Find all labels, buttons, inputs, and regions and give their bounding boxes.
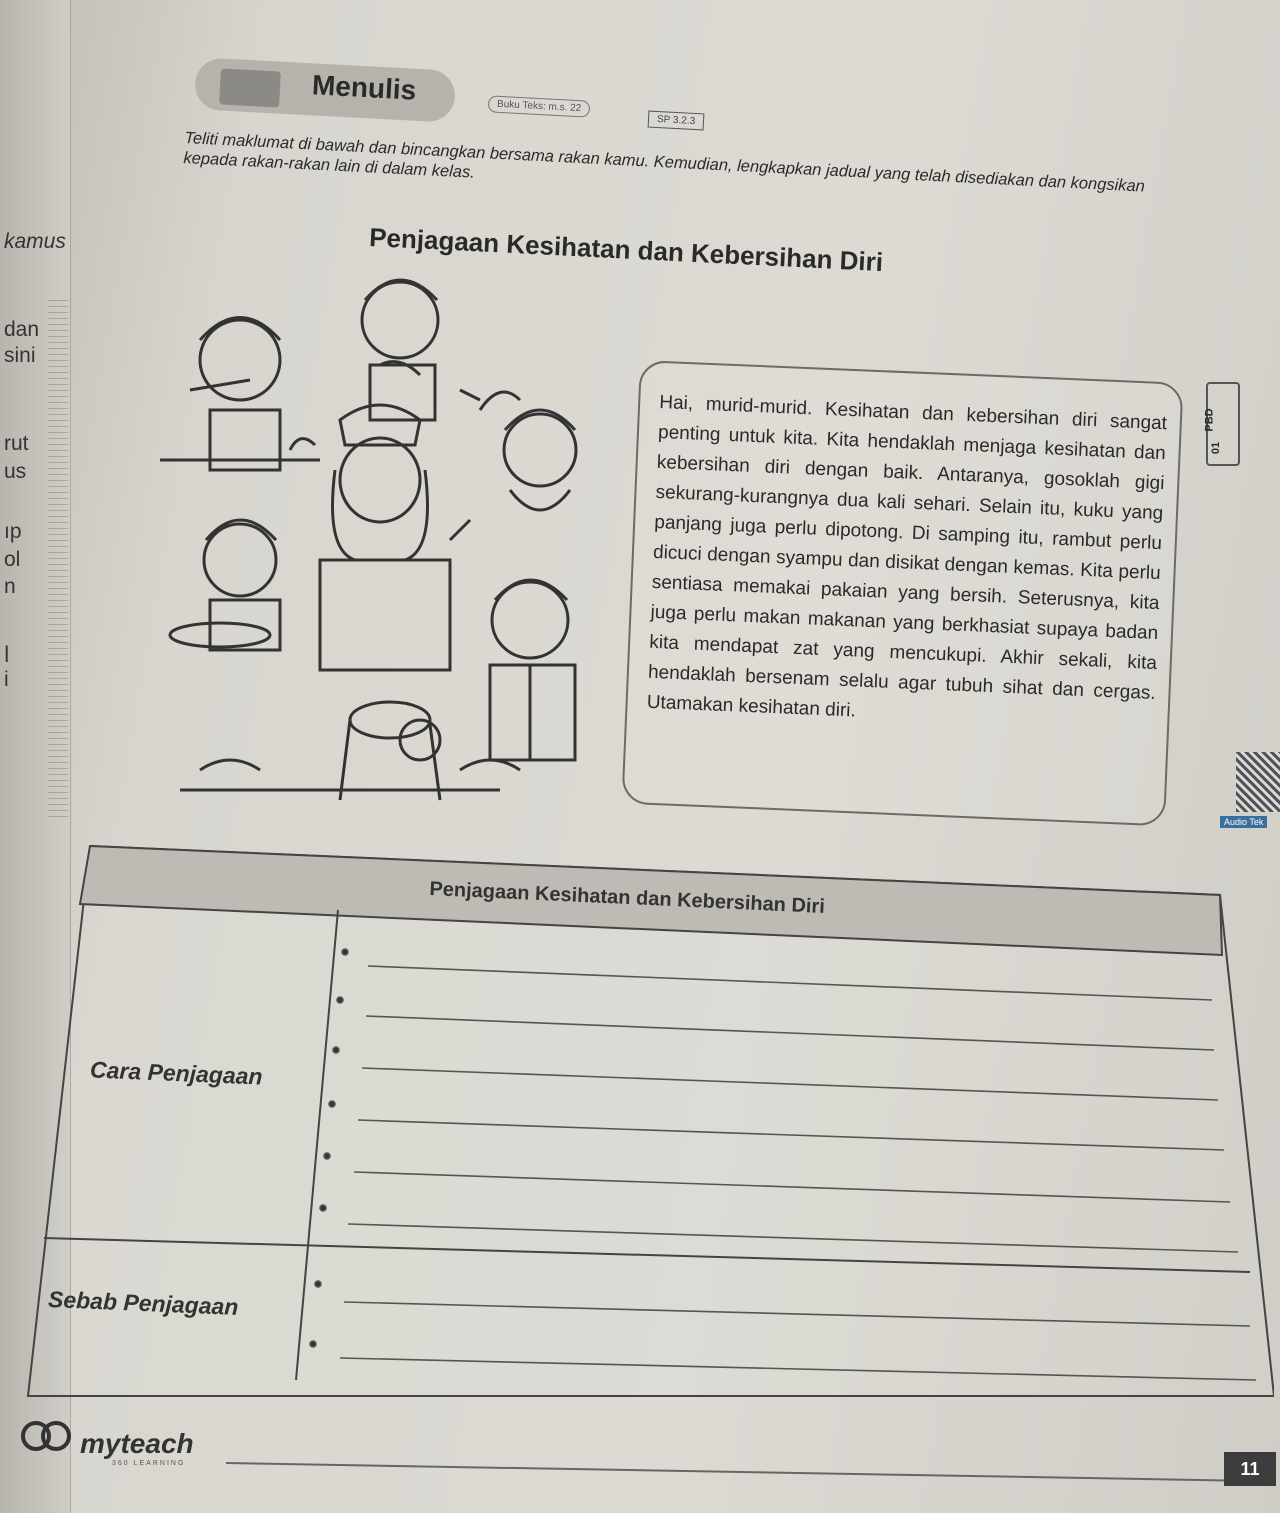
- prev-page-word: ıp: [4, 520, 22, 543]
- binding-lines: [48, 300, 68, 820]
- passage-title: Penjagaan Kesihatan dan Kebersihan Diri: [368, 222, 884, 278]
- row-label-cara-penjagaan: Cara Penjagaan: [89, 1056, 264, 1090]
- qr-code-icon[interactable]: [1236, 752, 1280, 812]
- textbook-reference-badge: Buku Teks: m.s. 22: [488, 95, 591, 117]
- pbd-number: 01: [1210, 441, 1223, 455]
- prev-page-word: ן: [4, 640, 10, 663]
- boy-cutting-nails-drawing: [362, 280, 438, 420]
- speech-bubble-text: Hai, murid-murid. Kesihatan dan kebersihan diri sangat penting untuk kita. Kita hendaklah menjaga kesihatan dan kebersihan diri dengan baik. Antaranya, gosoklah gigi sekurang-kurangnya dua kali sehari. Selain itu, kuku yang panjang juga perlu dipotong. Di samping itu, rambut perlu dicuci dengan syampu dan disikat dengan kemas. Kita perlu sentiasa memakai pakaian yang bersih. Seterusnya, kita juga perlu makan makanan yang berkhasiat supaya badan kita mendapat zat yang mencukupi. Akhir sekali, kita hendaklah bersenam selalu agar tubuh sihat dan cergas. Utamakan kesihatan diri.: [646, 391, 1168, 722]
- prev-page-word: ol: [4, 548, 21, 571]
- boy-brushing-teeth-drawing: [160, 318, 320, 471]
- myteach-logo-icon: [20, 1418, 72, 1454]
- brand-subtitle: 360 LEARNING: [112, 1460, 186, 1467]
- nurse-drawing: [320, 405, 470, 670]
- pbd-tab: [1203, 382, 1240, 466]
- standard-badge: SP 3.2.3: [648, 111, 705, 131]
- row-label-sebab-penjagaan: Sebab Penjagaan: [47, 1286, 239, 1320]
- section-title: Menulis: [311, 69, 418, 106]
- grass-drawing: [180, 760, 520, 790]
- boy-showering-drawing: [460, 390, 576, 510]
- footer-rule: [226, 1462, 1226, 1481]
- instruction-text: Teliti maklumat di bawah dan bincangkan bersama rakan kamu. Kemudian, lengkapkan jadual yang telah disediakan dan kongsikan kepada rakan-rakan lain di dalam kelas.: [183, 128, 1146, 196]
- boy-dressing-drawing: [490, 580, 575, 760]
- page-number: 11: [1224, 1452, 1276, 1486]
- prev-page-word: sini: [4, 344, 36, 367]
- prev-page-word: rut: [4, 432, 29, 455]
- prev-page-word: dan: [4, 318, 40, 341]
- audio-caption: Audio Tek: [1220, 816, 1267, 828]
- prev-page-word: i: [4, 668, 9, 691]
- boy-eating-drawing: [170, 520, 280, 650]
- prev-page-word: kamus: [4, 230, 66, 253]
- boy-exercising-drawing: [340, 702, 440, 800]
- prev-page-word: n: [4, 575, 16, 598]
- hygiene-illustration: [140, 270, 660, 830]
- table-header: Penjagaan Kesihatan dan Kebersihan Diri: [429, 878, 826, 918]
- pbd-label: PBD: [1203, 408, 1216, 432]
- writing-icon: [219, 68, 281, 107]
- brand-name: myteach: [80, 1428, 194, 1459]
- prev-page-word: us: [4, 460, 27, 483]
